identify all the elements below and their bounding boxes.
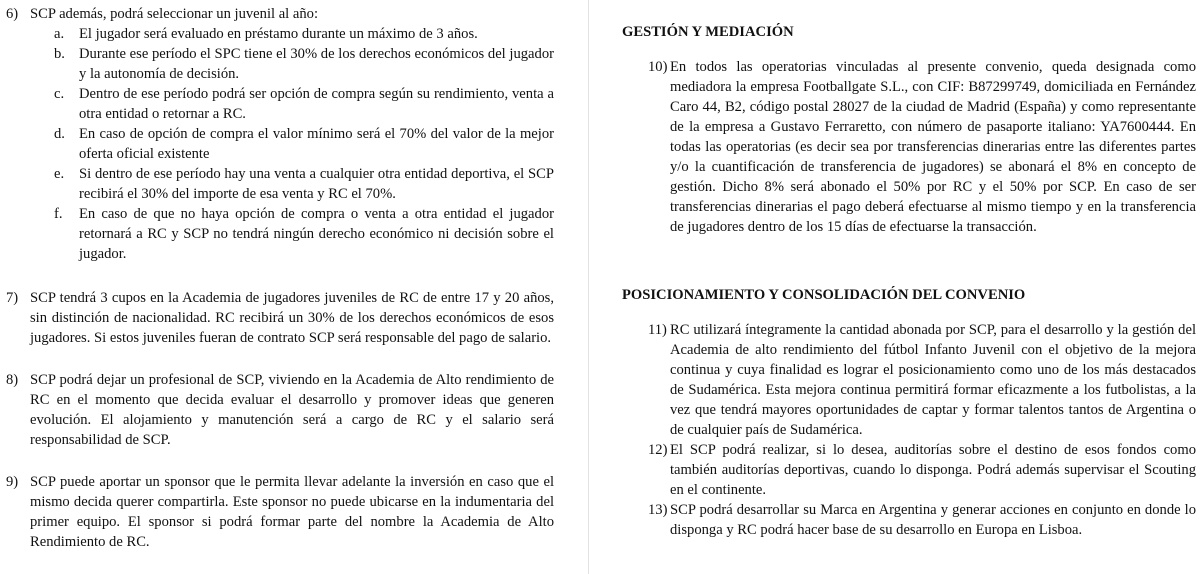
clause-text: SCP puede aportar un sponsor que le permita llevar adelante la inversión en caso que el mismo decida querer compartirla. Este sponsor no puede ubicarse en la indumentaria del primer equipo. El sponsor si podrá formar parte del nombre la Academia de Alto Rendimiento de RC. [30, 474, 554, 550]
clause-number: 13) [648, 502, 668, 518]
clause-6 [6, 4, 554, 24]
subclause-b [54, 44, 554, 84]
subclause-text: Si dentro de ese período hay una venta a cualquier otra entidad deportiva, el SCP recibirá el 30% del importe de esa venta y RC el 70%. [79, 166, 554, 202]
subclause-text: En caso de que no haya opción de compra o venta a otra entidad el jugador retornará a RC y SCP no tendrá ningún derecho económico ni decisión sobre el jugador. [79, 206, 554, 262]
clause-7 [6, 288, 554, 348]
section-heading-gestion: GESTIÓN Y MEDIACIÓN [622, 24, 794, 40]
clause-number: 8) [6, 372, 19, 388]
clause-text: SCP podrá dejar un profesional de SCP, viviendo en la Academia de Alto rendimiento de RC en el momento que decida evaluar el desarrollo y promover ideas que generen evolución. El alojamiento y manutención será a cargo de RC y el salario será responsabilidad de SCP. [30, 372, 554, 448]
subclause-text: Durante ese período el SPC tiene el 30% de los derechos económicos del jugador y la autonomía de decisión. [79, 46, 554, 82]
clause-text: RC utilizará íntegramente la cantidad abonada por SCP, para el desarrollo y la gestión del Academia de alto rendimiento del fútbol Infanto Juvenil con el objetivo de la mejora continua y cuya finalidad es lograr el posicionamiento como uno de los más destacados de Sudamérica. Esta mejora continua permitirá formar eficazmente a los futbolistas, a la vez que tendrá mayores oportunidades de captar y formar talentos tantos de Argentina o de cualquier país de Sudamérica. [670, 322, 1196, 438]
subclause-d [54, 124, 554, 164]
clause-9 [6, 472, 554, 552]
subclause-text: El jugador será evaluado en préstamo durante un máximo de 3 años. [79, 26, 478, 42]
clause-text: SCP podrá desarrollar su Marca en Argentina y generar acciones en conjunto en donde lo disponga y RC podrá hacer base de su desarrollo en Europa en Lisboa. [670, 502, 1196, 538]
subclause-label: b. [54, 46, 65, 62]
clause-number: 11) [648, 322, 667, 338]
clause-13 [622, 500, 1196, 540]
clause-text: En todos las operatorias vinculadas al presente convenio, queda designada como mediadora la empresa Footballgate S.L., con CIF: B87299749, domiciliada en Fernández Caro 44, B2, código postal 28027 de la ciudad de Madrid (España) y como representante de la empresa a Gustavo Ferraretto, con número de pasaporte italiano: YA7600444. En todas las operatorias (es decir sea por transferencias dinerarias entre las diferentes partes y/o la cuantificación de transferencia de jugadores) se abonará el 8% en concepto de gestión. Dicho 8% será abonado el 50% por RC y el 50% por SCP. En caso de ser transferencias dinerarias el pago deberá efectuarse al mismo tiempo y en la transferencia de jugadores dentro de los 15 días de efectuarse la transacción. [670, 59, 1196, 235]
subclause-label: c. [54, 86, 65, 102]
subclause-e [54, 164, 554, 204]
subclause-label: d. [54, 126, 65, 142]
left-column [6, 0, 554, 552]
clause-text: SCP tendrá 3 cupos en la Academia de jugadores juveniles de RC de entre 17 y 20 años, sin distinción de nacionalidad. RC recibirá un 30% de los derechos económicos de esos jugadores. Si estos juveniles fueran de contrato SCP será responsable del pago de salario. [30, 290, 554, 346]
clause-number: 10) [648, 59, 668, 75]
clause-8 [6, 370, 554, 450]
clause-number: 7) [6, 290, 19, 306]
subclause-f [54, 204, 554, 264]
clause-11 [622, 320, 1196, 440]
subclause-a [54, 24, 554, 44]
clause-10 [622, 57, 1196, 237]
right-column [622, 0, 1196, 540]
clause-text: El SCP podrá realizar, si lo desea, auditorías sobre el destino de esos fondos como también auditorías deportivas, cuando lo disponga. Podrá además supervisar el Scouting en el continente. [670, 442, 1196, 498]
clause-12 [622, 440, 1196, 500]
clause-number: 6) [6, 6, 19, 22]
clause-text: SCP además, podrá seleccionar un juvenil al año: [30, 6, 319, 22]
section-heading-posicionamiento: POSICIONAMIENTO Y CONSOLIDACIÓN DEL CONVENIO [622, 287, 1026, 303]
subclause-label: e. [54, 166, 65, 182]
clause-number: 9) [6, 474, 19, 490]
subclause-label: a. [54, 26, 65, 42]
subclause-text: En caso de opción de compra el valor mínimo será el 70% del valor de la mejor oferta oficial existente [79, 126, 554, 162]
column-divider [588, 0, 589, 574]
subclause-c [54, 84, 554, 124]
subclause-label: f. [54, 206, 63, 222]
subclause-text: Dentro de ese período podrá ser opción de compra según su rendimiento, venta a otra entidad o retornar a RC. [79, 86, 554, 122]
clause-number: 12) [648, 442, 668, 458]
